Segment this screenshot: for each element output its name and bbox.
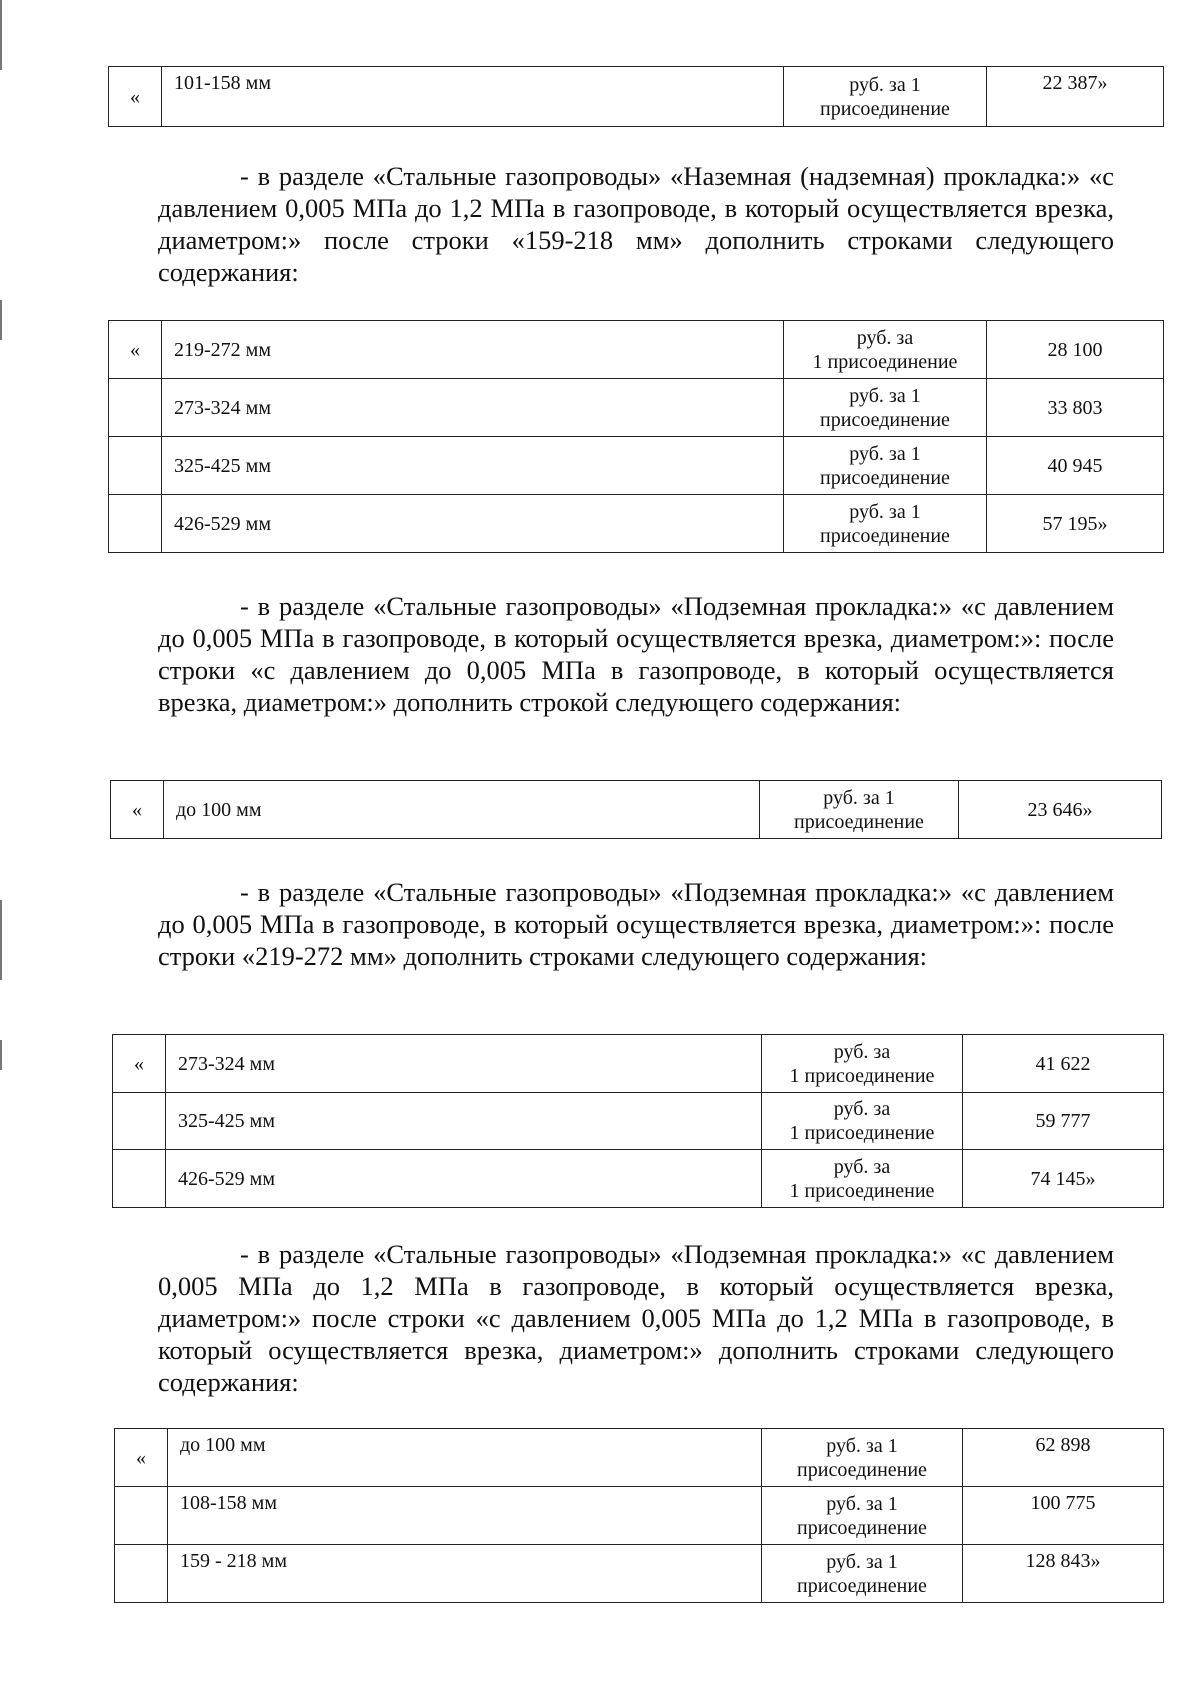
tariff-table-1 — [108, 66, 1164, 127]
price-cell: 74 145» — [963, 1150, 1164, 1208]
price-cell: 128 843» — [963, 1545, 1164, 1603]
unit-cell — [784, 67, 987, 127]
unit-line-1: руб. за — [833, 1040, 891, 1063]
tariff-table-2 — [108, 320, 1164, 553]
unit-line-1: руб. за 1 — [849, 73, 921, 96]
diameter-cell: 273-324 мм — [166, 1035, 762, 1093]
table-row — [109, 67, 1164, 127]
scan-edge-mark — [0, 0, 2, 70]
quote-cell: « — [109, 67, 162, 127]
tariff-table-4 — [112, 1034, 1164, 1208]
unit-line-1: руб. за — [856, 326, 914, 349]
diameter-cell: 108-158 мм — [168, 1487, 762, 1545]
unit-line-1: руб. за 1 — [823, 786, 895, 809]
unit-line-2: присоединение — [820, 408, 950, 431]
unit-cell — [762, 1093, 963, 1150]
amendment-paragraph: - в разделе «Стальные газопроводы» «Подземная прокладка:» «с давлением 0,005 МПа до 1,2 МПа в газопроводе, в который осуществляется врезка, диаметром:» после строки «с давлением 0,005 МПа до 1,2 МПа в газопроводе, в который осуществляется врезка, диаметром:» дополнить строками следующего содержания: — [158, 1239, 1114, 1397]
table-row — [109, 437, 1164, 495]
tariff-table-3 — [110, 780, 1162, 839]
unit-line-2: 1 присоединение — [789, 1122, 935, 1144]
table-row — [115, 1487, 1164, 1545]
table-row — [113, 1035, 1164, 1093]
diameter-cell: до 100 мм — [168, 1429, 762, 1487]
quote-cell: « — [113, 1035, 166, 1093]
diameter-cell: 159 - 218 мм — [168, 1545, 762, 1603]
unit-line-1: руб. за — [833, 1155, 891, 1178]
diameter-cell: до 100 мм — [164, 781, 760, 839]
unit-cell — [762, 1150, 963, 1208]
diameter-cell: 426-529 мм — [162, 495, 784, 553]
quote-cell — [109, 437, 162, 495]
tariff-table-5 — [114, 1428, 1164, 1603]
table-row — [113, 1093, 1164, 1150]
unit-line-1: руб. за 1 — [826, 1550, 898, 1573]
unit-cell — [784, 495, 987, 553]
price-cell: 40 945 — [987, 437, 1164, 495]
table-row — [109, 321, 1164, 379]
table-row — [109, 379, 1164, 437]
unit-cell — [760, 781, 959, 839]
unit-cell — [762, 1545, 963, 1603]
diameter-cell: 219-272 мм — [162, 321, 784, 379]
table-row — [113, 1150, 1164, 1208]
quote-cell: « — [111, 781, 164, 839]
unit-line-1: руб. за 1 — [826, 1434, 898, 1457]
unit-line-2: присоединение — [820, 97, 950, 120]
unit-line-2: 1 присоединение — [789, 1064, 935, 1087]
unit-line-2: присоединение — [797, 1574, 927, 1597]
diameter-cell: 101-158 мм — [162, 67, 784, 127]
unit-line-2: 1 присоединение — [789, 1179, 935, 1202]
unit-cell — [762, 1487, 963, 1545]
diameter-cell: 325-425 мм — [162, 437, 784, 495]
unit-line-1: руб. за 1 — [849, 384, 921, 407]
amendment-paragraph: - в разделе «Стальные газопроводы» «Наземная (надземная) прокладка:» «с давлением 0,005 МПа до 1,2 МПа в газопроводе, в который осуществляется врезка, диаметром:» после строки «159-218 мм» дополнить строками следующего содержания: — [158, 161, 1114, 287]
quote-cell — [113, 1093, 166, 1150]
price-cell: 62 898 — [963, 1429, 1164, 1487]
quote-cell — [115, 1487, 168, 1545]
table-row — [115, 1429, 1164, 1487]
quote-cell: « — [109, 321, 162, 379]
price-cell: 41 622 — [963, 1035, 1164, 1093]
unit-line-2: присоединение — [797, 1516, 927, 1539]
unit-line-1: руб. за 1 — [849, 500, 921, 523]
diameter-cell: 273-324 мм — [162, 379, 784, 437]
price-cell: 23 646» — [959, 781, 1162, 839]
unit-line-1: руб. за — [833, 1098, 891, 1120]
unit-cell — [762, 1035, 963, 1093]
table-row — [115, 1545, 1164, 1603]
price-cell: 57 195» — [987, 495, 1164, 553]
unit-line-1: руб. за 1 — [849, 442, 921, 465]
unit-cell — [784, 437, 987, 495]
quote-cell: « — [115, 1429, 168, 1487]
price-cell: 22 387» — [987, 67, 1164, 127]
table-row — [109, 495, 1164, 553]
quote-cell — [109, 379, 162, 437]
unit-line-2: присоединение — [820, 524, 950, 547]
unit-cell — [784, 321, 987, 379]
unit-line-2: присоединение — [820, 466, 950, 489]
unit-line-2: присоединение — [794, 810, 924, 833]
unit-cell — [784, 379, 987, 437]
scan-edge-mark — [0, 1040, 2, 1070]
unit-line-1: руб. за 1 — [826, 1492, 898, 1515]
quote-cell — [115, 1545, 168, 1603]
price-cell: 59 777 — [963, 1093, 1164, 1150]
amendment-paragraph: - в разделе «Стальные газопроводы» «Подземная прокладка:» «с давлением до 0,005 МПа в газопроводе, в который осуществляется врезка, диаметром:»: после строки «219-272 мм» дополнить строками следующего содержания: — [158, 877, 1114, 971]
amendment-paragraph: - в разделе «Стальные газопроводы» «Подземная прокладка:» «с давлением до 0,005 МПа в газопроводе, в который осуществляется врезка, диаметром:»: после строки «с давлением до 0,005 МПа в газопроводе, в который осуществляется врезка, диаметром:» дополнить строкой следующего содержания: — [158, 591, 1114, 717]
quote-cell — [109, 495, 162, 553]
unit-cell — [762, 1429, 963, 1487]
diameter-cell: 426-529 мм — [166, 1150, 762, 1208]
diameter-cell: 325-425 мм — [166, 1093, 762, 1150]
price-cell: 33 803 — [987, 379, 1164, 437]
price-cell: 100 775 — [963, 1487, 1164, 1545]
unit-line-2: 1 присоединение — [812, 350, 958, 373]
unit-line-2: присоединение — [797, 1458, 927, 1481]
table-row — [111, 781, 1162, 839]
price-cell: 28 100 — [987, 321, 1164, 379]
quote-cell — [113, 1150, 166, 1208]
scan-edge-mark — [0, 900, 2, 980]
scan-edge-mark — [0, 300, 2, 340]
